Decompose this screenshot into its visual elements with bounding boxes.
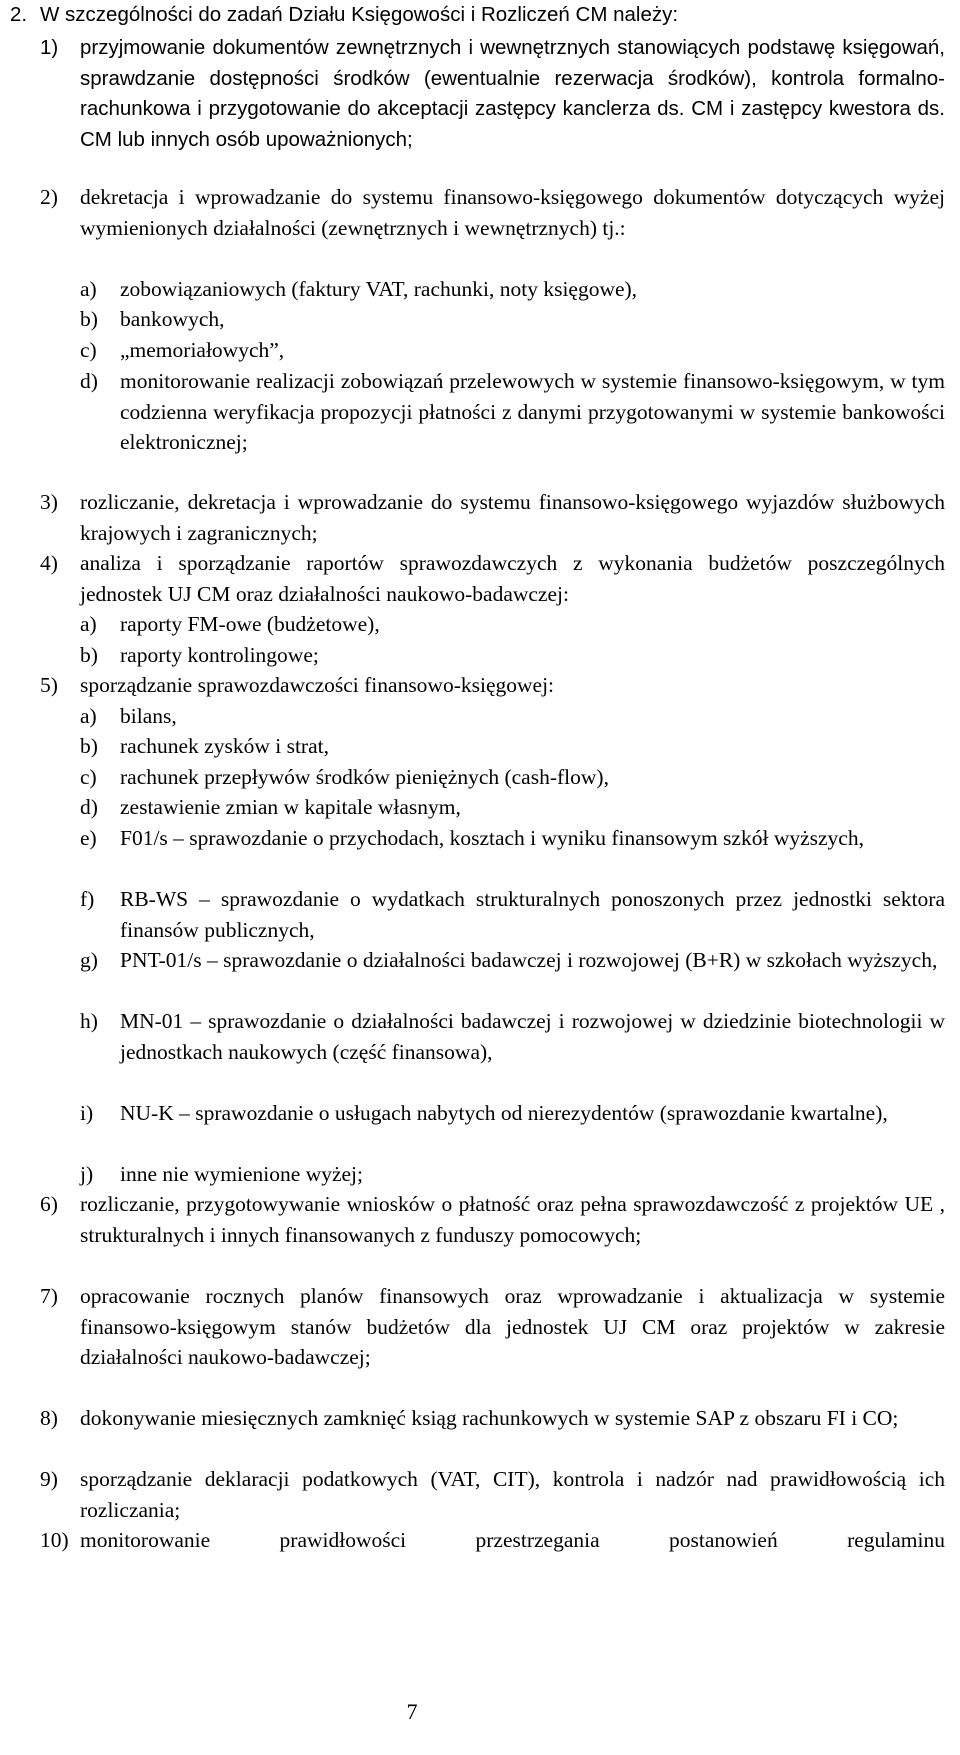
sub-item-letter: c)	[80, 338, 97, 362]
sub-item-text: inne nie wymienione wyżej;	[120, 1162, 363, 1186]
list-item-text: sporządzanie deklaracji podatkowych (VAT, CIT), kontrola i nadzór nad prawidłowością ich rozliczania;	[80, 1467, 945, 1522]
sub-item-letter: f)	[80, 887, 95, 911]
list-item-text: rozliczanie, przygotowywanie wniosków o płatność oraz pełna sprawozdawczość z projektów UE , strukturalnych i innych finansowanych z funduszy pomocowych;	[80, 1192, 945, 1247]
sub-item-text: raporty kontrolingowe;	[120, 643, 319, 667]
list-item-text: przyjmowanie dokumentów zewnętrznych i wewnętrznych stanowiących podstawę księgowań, sprawdzanie dostępności środków (ewentualnie rezerwacja środków), kontrola formalno-rachunkowa i przygotowanie do akceptacji zastępcy kanclerza ds. CM i zastępcy kwestora ds. CM lub innych osób upoważnionych;	[80, 36, 945, 151]
list-item-number: 5)	[40, 673, 58, 697]
list-item-number: 1)	[40, 36, 59, 59]
list-item-text: dokonywanie miesięcznych zamknięć ksiąg rachunkowych w systemie SAP z obszaru FI i CO;	[80, 1406, 899, 1430]
list-item-number: 7)	[40, 1284, 58, 1308]
list-item-text: rozliczanie, dekretacja i wprowadzanie do systemu finansowo-księgowego wyjazdów służbowych krajowych i zagranicznych;	[80, 490, 945, 545]
sub-item-text: „memoriałowych”,	[120, 338, 285, 362]
list-item-number: 4)	[40, 551, 58, 575]
sub-item-letter: d)	[80, 369, 98, 393]
sub-item-letter: i)	[80, 1101, 94, 1125]
list-item-text: monitorowanie prawidłowości przestrzegania postanowień regulaminu	[80, 1528, 945, 1552]
list-item-number: 8)	[40, 1406, 58, 1430]
sub-item-letter: a)	[80, 277, 97, 301]
sub-item-text: bilans,	[120, 704, 177, 728]
list-item-number: 9)	[40, 1467, 58, 1491]
sub-item-letter: b)	[80, 734, 98, 758]
sub-item-letter: c)	[80, 765, 97, 789]
list-item-number: 10)	[40, 1528, 69, 1552]
section-heading-text: W szczególności do zadań Działu Księgowości i Rozliczeń CM należy:	[40, 3, 679, 26]
sub-item-text: NU-K – sprawozdanie o usługach nabytych od nierezydentów (sprawozdanie kwartalne),	[120, 1101, 888, 1125]
sub-item-letter: b)	[80, 643, 98, 667]
list-item-text: sporządzanie sprawozdawczości finansowo-księgowej:	[80, 673, 555, 697]
page-number: 7	[406, 1699, 418, 1724]
list-item-number: 3)	[40, 490, 58, 514]
list-item-number: 2)	[40, 185, 58, 209]
sub-item-letter: j)	[80, 1162, 94, 1186]
sub-item-letter: a)	[80, 704, 97, 728]
sub-item-text: rachunek zysków i strat,	[120, 734, 329, 758]
sub-item-text: RB-WS – sprawozdanie o wydatkach strukturalnych ponoszonych przez jednostki sektora finansów publicznych,	[120, 887, 945, 942]
sub-item-text: rachunek przepływów środków pieniężnych (cash-flow),	[120, 765, 609, 789]
sub-item-letter: a)	[80, 612, 97, 636]
sub-item-text: bankowych,	[120, 307, 225, 331]
sub-item-text: PNT-01/s – sprawozdanie o działalności badawczej i rozwojowej (B+R) w szkołach wyższych,	[120, 948, 938, 972]
sub-item-text: raporty FM-owe (budżetowe),	[120, 612, 380, 636]
list-item-text: opracowanie rocznych planów finansowych oraz wprowadzanie i aktualizacja w systemie finansowo-księgowym stanów budżetów dla jednostek UJ CM oraz projektów w zakresie działalności naukowo-badawczej;	[80, 1284, 945, 1369]
sub-item-text: F01/s – sprawozdanie o przychodach, kosztach i wyniku finansowym szkół wyższych,	[120, 826, 864, 850]
list-item-text: dekretacja i wprowadzanie do systemu finansowo-księgowego dokumentów dotyczących wyżej wymienionych działalności (zewnętrznych i wewnętrznych) tj.:	[80, 185, 945, 240]
sub-item-letter: g)	[80, 948, 98, 972]
sub-item-letter: b)	[80, 307, 98, 331]
sub-item-text: monitorowanie realizacji zobowiązań przelewowych w systemie finansowo-księgowym, w tym codzienna weryfikacja propozycji płatności z danymi przygotowanymi w systemie bankowości elektronicznej;	[120, 369, 945, 454]
sub-item-letter: h)	[80, 1009, 98, 1033]
sub-item-letter: d)	[80, 795, 98, 819]
sub-item-text: zobowiązaniowych (faktury VAT, rachunki, noty księgowe),	[120, 277, 638, 301]
sub-item-text: MN-01 – sprawozdanie o działalności badawczej i rozwojowej w dziedzinie biotechnologii w jednostkach naukowych (część finansowa),	[120, 1009, 945, 1064]
section-number: 2.	[10, 3, 28, 26]
list-item-text: analiza i sporządzanie raportów sprawozdawczych z wykonania budżetów poszczególnych jednostek UJ CM oraz działalności naukowo-badawczej:	[80, 551, 945, 606]
list-item-number: 6)	[40, 1192, 58, 1216]
sub-item-letter: e)	[80, 826, 97, 850]
sub-item-text: zestawienie zmian w kapitale własnym,	[120, 795, 461, 819]
